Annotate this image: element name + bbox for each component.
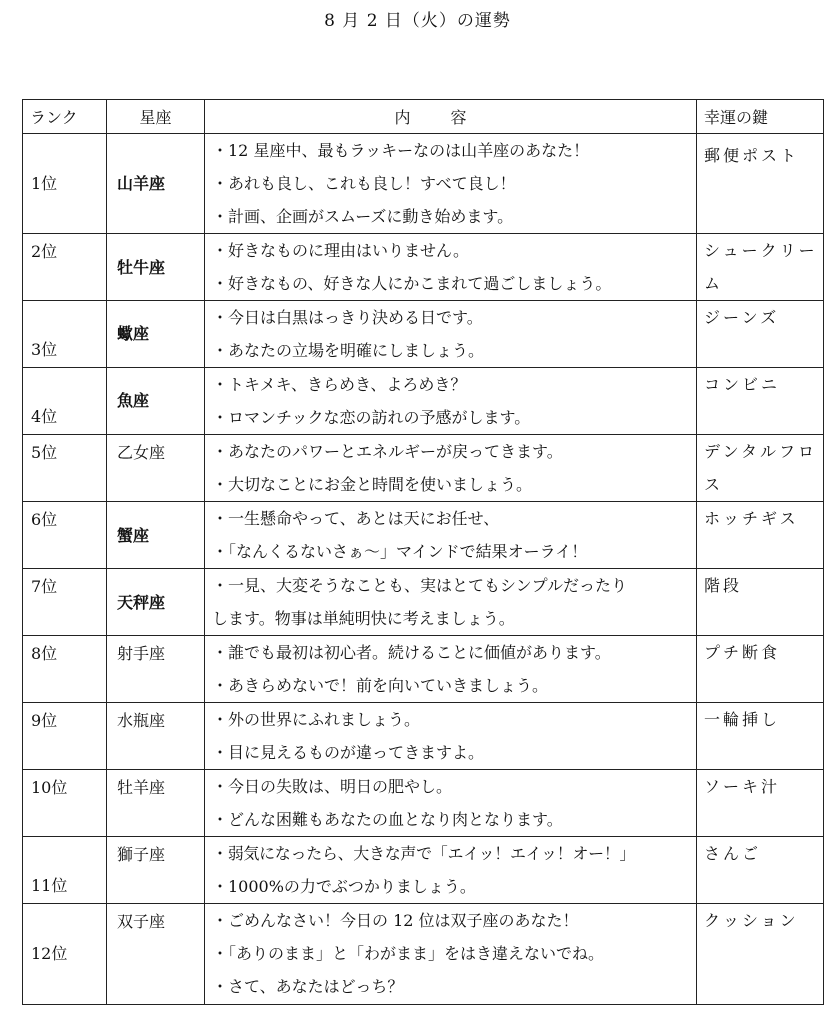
sign-cell: 水瓶座 [107,703,205,770]
content-line: ・12 星座中、最もラッキーなのは山羊座のあなた！ [212,141,590,160]
content-line: ・好きなものに理由はいりません。 [212,241,469,260]
lucky-key-cell: さんご [697,837,824,904]
rank-cell: 8位 [23,636,107,703]
header-content: 内容 [205,100,697,134]
content-line: ・「ありのまま」と「わがまま」をはき違えないでね。 [212,944,605,963]
table-row [23,837,824,904]
table-row [23,234,824,301]
content-cell [205,134,697,234]
content-line: ・あなたのパワーとエネルギーが戻ってきます。 [212,442,563,461]
rank-cell: 6位 [23,502,107,569]
lucky-key-cell: デンタルフロス [697,435,824,502]
lucky-key-cell: プチ断食 [697,636,824,703]
rank-cell: 1位 [23,134,107,234]
content-cell [205,770,697,837]
table-row [23,636,824,703]
sign-cell: 射手座 [107,636,205,703]
content-line: ・ごめんなさい！今日の 12 位は双子座のあなた！ [212,911,579,930]
rank-cell: 2位 [23,234,107,301]
content-line: ・あれも良し、これも良し！すべて良し！ [212,174,516,193]
content-line: ・あきらめないで！前を向いていきましょう。 [212,676,549,695]
table-row [23,703,824,770]
content-cell [205,569,697,636]
content-cell [205,435,697,502]
sign-cell: 乙女座 [107,435,205,502]
content-cell [205,703,697,770]
content-cell [205,904,697,1005]
content-cell [205,837,697,904]
lucky-key-cell: ソーキ汁 [697,770,824,837]
content-cell [205,234,697,301]
lucky-key-cell: 階段 [697,569,824,636]
content-cell [205,502,697,569]
lucky-key-cell: 一輪挿し [697,703,824,770]
content-line: ・さて、あなたはどっち？ [212,977,404,996]
lucky-key-cell: コンビニ [697,368,824,435]
rank-cell: 9位 [23,703,107,770]
lucky-key-cell: ジーンズ [697,301,824,368]
content-line: します。物事は単純明快に考えましょう。 [212,609,515,628]
table-row [23,368,824,435]
sign-cell: 双子座 [107,904,205,1005]
header-rank: ランク [23,100,107,134]
sign-cell: 山羊座 [107,134,205,234]
content-line: ・あなたの立場を明確にしましょう。 [212,341,485,360]
sign-cell: 蟹座 [107,502,205,569]
page-title: 8 月 2 日（火）の運勢 [324,11,511,31]
content-line: ・好きなもの、好きな人にかこまれて過ごしましょう。 [212,274,612,293]
header-lucky-key: 幸運の鍵 [697,100,824,134]
table-row [23,904,824,1005]
content-line: ・大切なことにお金と時間を使いましょう。 [212,475,533,494]
sign-cell: 牡牛座 [107,234,205,301]
content-cell [205,636,697,703]
rank-cell: 12位 [23,904,107,1005]
table-row [23,301,824,368]
content-line: ・今日は白黒はっきり決める日です。 [212,308,483,327]
content-line: ・一見、大変そうなことも、実はとてもシンプルだったり [212,576,627,595]
rank-cell: 10位 [23,770,107,837]
sign-cell: 魚座 [107,368,205,435]
content-line: ・外の世界にふれましょう。 [212,710,421,729]
lucky-key-cell: シュークリーム [697,234,824,301]
sign-cell: 牡羊座 [107,770,205,837]
lucky-key-cell: 郵便ポスト [697,134,824,234]
content-line: ・今日の失敗は、明日の肥やし。 [212,777,453,796]
sign-cell: 蠍座 [107,301,205,368]
lucky-key-cell: クッション [697,904,824,1005]
table-row [23,435,824,502]
table-row [23,502,824,569]
rank-cell: 4位 [23,368,107,435]
table-row [23,770,824,837]
sign-cell: 獅子座 [107,837,205,904]
rank-cell: 5位 [23,435,107,502]
content-cell [205,301,697,368]
content-line: ・弱気になったら、大きな声で「エイッ！エイッ！オー！」 [212,844,636,863]
lucky-key-cell: ホッチギス [697,502,824,569]
content-line: ・トキメキ、きらめき、よろめき？ [212,375,467,394]
content-line: ・「なんくるないさぁ～」マインドで結果オーライ！ [212,542,588,561]
rank-cell: 7位 [23,569,107,636]
rank-cell: 11位 [23,837,107,904]
header-sign: 星座 [107,100,205,134]
content-line: ・一生懸命やって、あとは天にお任せ、 [212,509,500,528]
sign-cell: 天秤座 [107,569,205,636]
content-line: ・ロマンチックな恋の訪れの予感がします。 [212,408,531,427]
table-row [23,134,824,234]
content-line: ・計画、企画がスムーズに動き始めます。 [212,207,514,226]
content-line: ・1000%の力でぶつかりましょう。 [212,877,476,896]
content-line: ・目に見えるものが違ってきますよ。 [212,743,485,762]
content-line: ・どんな困難もあなたの血となり肉となります。 [212,810,563,829]
table-row [23,569,824,636]
content-line: ・誰でも最初は初心者。続けることに価値があります。 [212,643,611,662]
rank-cell: 3位 [23,301,107,368]
table-header-row [23,100,824,134]
horoscope-table [22,99,824,1005]
content-cell [205,368,697,435]
